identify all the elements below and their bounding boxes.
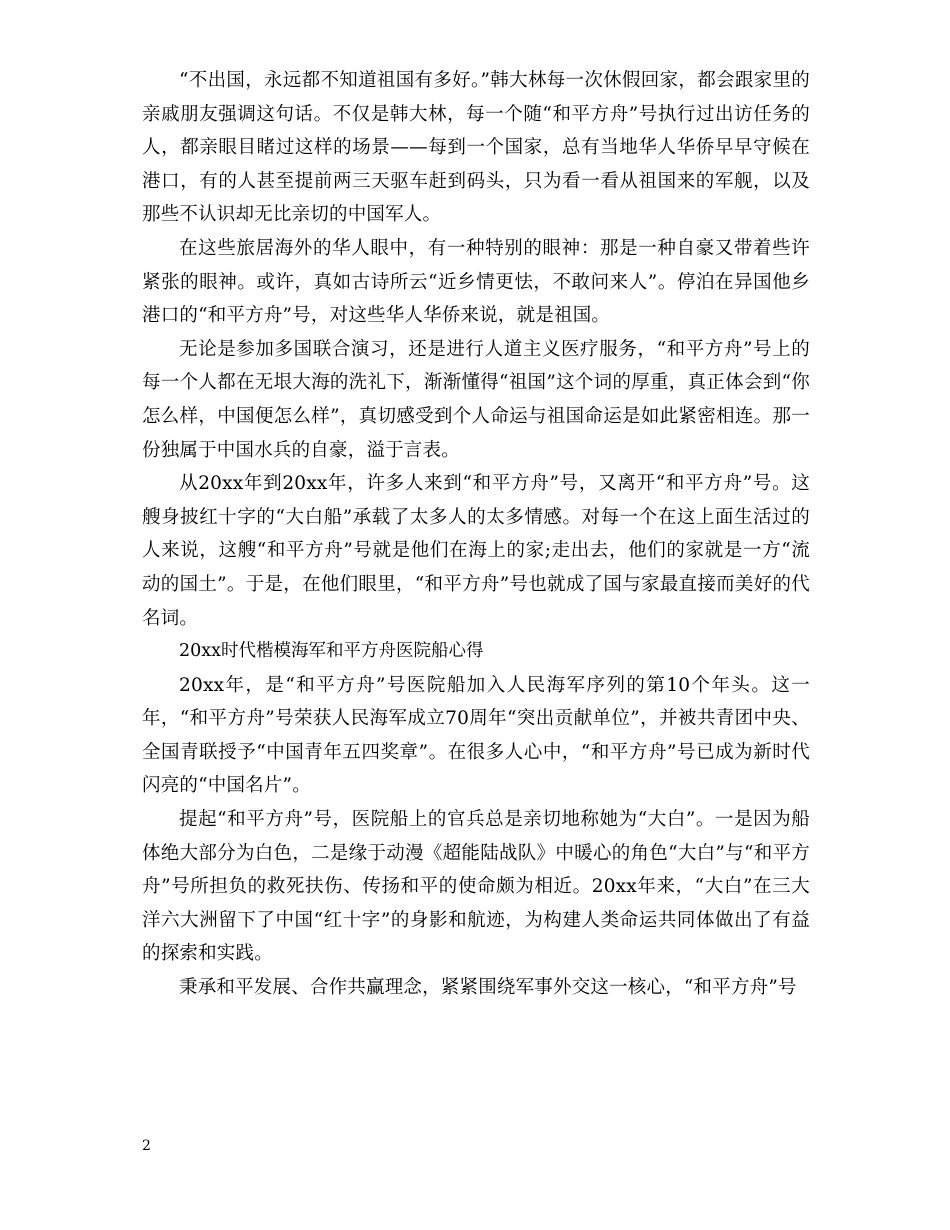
paragraph-4: 从20xx年到20xx年，许多人来到“和平方舟”号，又离开“和平方舟”号。这艘身披红十字的“大白船”承载了太多人的太多情感。对每一个在这上面生活过的人来说，这艘“和平方舟”号就是他们在海上的家;走出去，他们的家就是一方“流动的国土”。于是，在他们眼里，“和平方舟”号也就成了国与家最直接而美好的代名词。 (142, 473, 810, 629)
paragraph-3: 无论是参加多国联合演习，还是进行人道主义医疗服务，“和平方舟”号上的每一个人都在无垠大海的洗礼下，渐渐懂得“祖国”这个词的厚重，真正体会到“你怎么样，中国便怎么样”，真切感受到个人命运与祖国命运是如此紧密相连。那一份独属于中国水兵的自豪，溢于言表。 (142, 338, 810, 461)
paragraph-7: 秉承和平发展、合作共赢理念，紧紧围绕军事外交这一核心，“和平方舟”号 (179, 977, 797, 999)
document-body (142, 64, 810, 1005)
paragraph-1: “不出国，永远都不知道祖国有多好。”韩大林每一次休假回家，都会跟家里的亲戚朋友强调这句话。不仅是韩大林，每一个随“和平方舟”号执行过出访任务的人，都亲眼目睹过这样的场景——每到一个国家，总有当地华人华侨早早守候在港口，有的人甚至提前两三天驱车赶到码头，只为看一看从祖国来的军舰，以及那些不认识却无比亲切的中国军人。 (142, 70, 810, 226)
paragraph-6: 提起“和平方舟”号，医院船上的官兵总是亲切地称她为“大白”。一是因为船体绝大部分为白色，二是缘于动漫《超能陆战队》中暖心的角色“大白”与“和平方舟”号所担负的救死扶伤、传扬和平的使命颇为相近。20xx年来，“大白”在三大洋六大洲留下了中国“红十字”的身影和航迹，为构建人类命运共同体做出了有益的探索和实践。 (142, 809, 810, 965)
paragraph-5: 20xx年，是“和平方舟”号医院船加入人民海军序列的第10个年头。这一年，“和平方舟”号荣获人民海军成立70周年“突出贡献单位”，并被共青团中央、全国青联授予“中国青年五四奖章”。在很多人心中，“和平方舟”号已成为新时代闪亮的“中国名片”。 (142, 674, 810, 797)
paragraph-2: 在这些旅居海外的华人眼中，有一种特别的眼神：那是一种自豪又带着些许紧张的眼神。或许，真如古诗所云“近乡情更怯，不敢问来人”。停泊在异国他乡港口的“和平方舟”号，对这些华人华侨来说，就是祖国。 (142, 237, 810, 327)
section-heading: 20xx时代楷模海军和平方舟医院船心得 (179, 641, 484, 662)
page-number: 2 (142, 1138, 151, 1154)
